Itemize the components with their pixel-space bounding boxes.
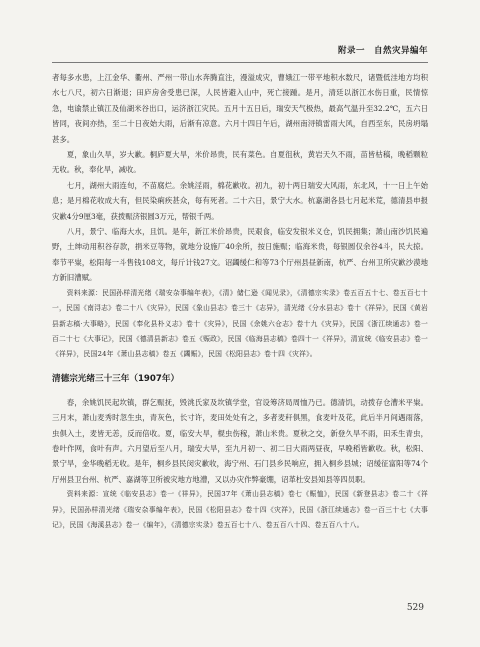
running-header: 附录一 自然灾异编年 [337, 46, 428, 56]
paragraph: 八月，景宁、临海大水，且饥。是年，新江米价昂贵，民艰食，临安发银米义仓，饥民拥集；萧山南沙饥民遍野，土绅动用积谷存款，捐米豆等物，就地分设施厂40余所，按日施赈；临海米贵，每银圆仅余谷4斗，民大掠。奉节平粜，松阳每一斗售钱108文，每斤计钱27文。诏蠲缓仁和等73个厅州县昼新南，杭严、台州卫所灾歉沙漠地方新旧漕赋。 [52, 227, 428, 283]
paragraph: 者每多水患，上江金华、衢州、严州一带山水奔腾直注，漫溢成灾，曹娥江一带平地积水数尺，诸暨低洼地方均积水七八尺，初六日渐退；田庐房舍受患已深，人民皆避入山中，死亡接踵。是月，清廷以浙江水伤日重，民情惊急，电谕禁止镇江及仙湖米谷出口，运济浙江灾民。五月十五日后，瑞安天气极热，最高气温升至32.2℃，五六日皆同，夜间亦热，至二十日夜始大雨，后渐有凉意。六月十四日午后，湖州南浔镇雷雨大风，自西至东，民房坍塌甚多。 [52, 73, 428, 144]
source-note: 资料来源：民国孙样清光绪《瑞安杂事编年表》，《清》储仁逊《闻见录》，《清德宗实录》卷五百五十七、卷五百七十一，民国《南浔志》卷二十八《灾异》，民国《象山县志》卷三十《志异》，清光绪《分水县志》卷十《祥异》，民国《黄岩县新志稿·大事略》，民国《奉化县朴义志》卷十《灾异》，民国《余姚六仓志》卷十九《灾异》，民国《浙江续通志》卷一百二十七《大事记》，民国《德清县新志》卷五《赈政》，民国《临海县志稿》卷四十一《祥异》，清宣统《临安县志》卷一《祥异》，民国24年《萧山县志稿》卷五《蠲赈》，民国《松阳县志》卷十四《灾祥》。 [52, 288, 428, 359]
page-number: 529 [406, 603, 424, 613]
section-title: 清德宗光绪三十三年（1907年） [52, 373, 180, 384]
header-rule [52, 62, 428, 63]
page-header [0, 44, 480, 64]
source-note: 资料来源：宣统《临安县志》卷一《祥异》，民国37年《萧山县志稿》卷七《赈恤》，民国《新登县志》卷二十《祥异》，民国孙样清光绪《瑞安杂事编年表》，民国《松阳县志》卷十四《灾祥》，民国《浙江续通志》卷一百三十七《大事记》，民国《海溪县志》卷一《编年》，《清德宗实录》卷五百七十八、卷五百八十四、卷五百八十八。 [52, 490, 428, 529]
paragraph: 七月，湖州大雨连旬，不苗腐烂。余姚淫雨，棉花歉收。初九，初十两日瑞安大风雨，东北风，十一日上午始息；是月棉花收成大有，但民染痢疾甚众，每有死者。二十六日，景宁大水。杭嘉湖各县七月起米荒，德清县申报灾歉4分9厘3毫，获拨赈济银圆3万元，帮银千两。 [52, 180, 428, 221]
paragraph: 春，余姚饥民起坎镇，群乞赈抚，毁洮氏家及坎镇学堂，官设筹济局周恤乃已。德清饥，动拨存仓漕米平粜。三月末，萧山麦秀时忽生虫，青灰色，长寸许，麦田处处有之，多者麦秆俱黑，食麦叶及花，此后半月间遇雨落，虫俱入土，麦皆无恙，反而倍收。夏，临安大旱，棍虫伤稼，萧山米贵。夏秋之交，新登久旱不雨，田禾生青虫，卷叶作网，食叶有声。六月望后至八月，瑞安大旱，至九月初一、初二日大雨两昼夜，早晚稻皆歉收。秋，松阳、景宁旱，金华晚稻无收。是年，桐乡县民闵灾歉收，海宁州、石门县乡民响应，拥入桐乡县城；诏缓征富阳等74个厅州县卫台州、杭严、嘉湖等卫所被灾地方地漕，又以办灾作弊豪绷，诏革杜安县知县等四员职。 [52, 397, 428, 484]
page-body [52, 70, 428, 533]
paragraph: 夏，象山久旱，岁大歉。桐庐夏大旱，米价昂贵，民有菜色。自夏徂秋，黄岩天久不雨，苗皆枯稿，晚稻颗粒无收。秋，奉化旱，减收。 [52, 150, 428, 175]
